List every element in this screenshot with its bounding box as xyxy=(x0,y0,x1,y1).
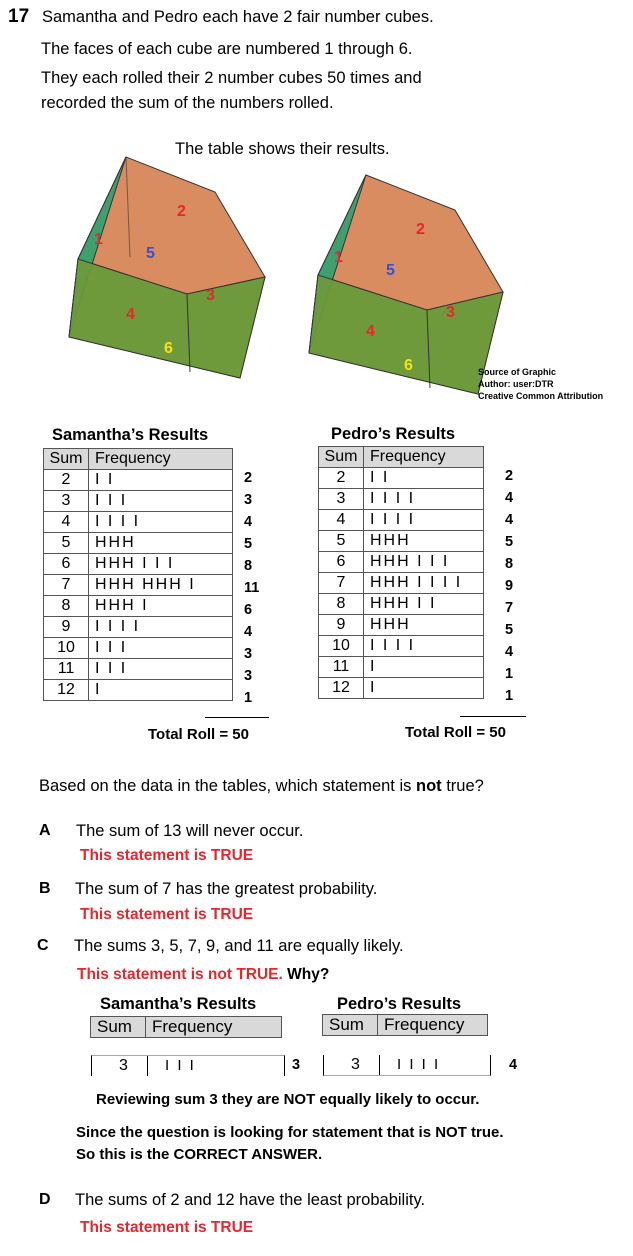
cube-face-label: 4 xyxy=(126,306,135,323)
question-line: recorded the sum of the numbers rolled. xyxy=(41,94,334,112)
answer-letter-d: D xyxy=(39,1191,51,1208)
cube-face-label: 6 xyxy=(404,357,413,374)
column-header-frequency: Frequency xyxy=(89,449,233,470)
cube-face-label: 5 xyxy=(146,245,155,262)
answer-text-a: The sum of 13 will never occur. xyxy=(76,822,304,840)
row-count: 5 xyxy=(244,536,253,552)
column-header-frequency: Frequency xyxy=(378,1015,488,1036)
row-sum: 5 xyxy=(44,533,89,554)
row-tally: HHH I I I xyxy=(364,552,484,573)
table-row xyxy=(44,512,233,533)
row-tally: I I I xyxy=(89,491,233,512)
cube-face-label: 6 xyxy=(164,340,173,357)
explain-correct: So this is the CORRECT ANSWER. xyxy=(76,1146,323,1163)
row-count: 5 xyxy=(505,622,514,638)
row-sum: 4 xyxy=(319,510,364,531)
row-count: 4 xyxy=(244,514,253,530)
table-row xyxy=(44,617,233,638)
row-count: 5 xyxy=(505,534,514,550)
table-row xyxy=(319,636,484,657)
column-header-sum: Sum xyxy=(44,449,89,470)
row-divider xyxy=(379,1055,380,1075)
row-tally: I xyxy=(364,678,484,699)
row-count: 4 xyxy=(505,490,514,506)
row-count: 4 xyxy=(509,1057,518,1073)
answer-letter-c: C xyxy=(37,937,49,954)
pedro-table-title: Pedro’s Results xyxy=(331,425,456,443)
answer-verdict-d: This statement is TRUE xyxy=(80,1219,254,1236)
row-tally: I I I xyxy=(89,659,233,680)
row-sum: 3 xyxy=(119,1057,128,1074)
question-line: The faces of each cube are numbered 1 through 6. xyxy=(41,40,413,58)
row-count: 4 xyxy=(505,644,514,660)
image-credit-line: Creative Common Attribution xyxy=(478,391,604,401)
table-row xyxy=(319,489,484,510)
prompt-text xyxy=(39,777,484,796)
answer-letter-b: B xyxy=(39,880,51,897)
table-row xyxy=(44,638,233,659)
explain-samantha-header xyxy=(90,1016,282,1038)
column-header-sum: Sum xyxy=(323,1015,378,1036)
explain-review: Reviewing sum 3 they are NOT equally likely to occur. xyxy=(96,1091,480,1108)
column-header-frequency: Frequency xyxy=(364,447,484,468)
cube-face-label: 5 xyxy=(386,262,395,279)
row-tally: HHH xyxy=(89,533,233,554)
explain-pedro-header xyxy=(322,1014,488,1036)
row-tally: I I I I xyxy=(364,510,484,531)
cube-face-label: 1 xyxy=(94,231,103,248)
row-sum: 3 xyxy=(44,491,89,512)
cube-face-label: 2 xyxy=(416,221,425,238)
row-count: 8 xyxy=(244,558,253,574)
explain-since: Since the question is looking for statement that is NOT true. xyxy=(76,1124,504,1141)
row-sum: 3 xyxy=(351,1056,360,1073)
samantha-total: Total Roll = 50 xyxy=(148,726,249,743)
table-row xyxy=(44,554,233,575)
row-tally: I I I xyxy=(165,1057,196,1074)
row-count: 4 xyxy=(244,624,253,640)
image-credit-line: Author: user:DTR xyxy=(478,379,554,389)
answer-letter-a: A xyxy=(39,822,51,839)
row-tally: I I I I xyxy=(397,1056,441,1073)
row-sum: 10 xyxy=(44,638,89,659)
total-divider xyxy=(205,717,269,718)
row-tally: I I I I xyxy=(89,617,233,638)
table-row xyxy=(319,573,484,594)
row-count: 2 xyxy=(244,470,253,486)
number-cube-image xyxy=(60,152,275,382)
table-row xyxy=(319,657,484,678)
explain-samantha-row xyxy=(91,1055,285,1076)
cube-face-label: 1 xyxy=(334,249,343,266)
row-sum: 11 xyxy=(44,659,89,680)
row-tally: HHH HHH I xyxy=(89,575,233,596)
row-tally: I I I I xyxy=(364,489,484,510)
row-tally: I xyxy=(364,657,484,678)
row-sum: 8 xyxy=(44,596,89,617)
row-count: 3 xyxy=(244,668,253,684)
why-text: Why? xyxy=(287,966,330,983)
samantha-results-table xyxy=(43,448,233,701)
number-cube-image xyxy=(300,172,510,397)
table-row xyxy=(319,552,484,573)
row-sum: 6 xyxy=(44,554,89,575)
prompt-after: true? xyxy=(441,777,484,795)
table-row xyxy=(44,659,233,680)
column-header-sum: Sum xyxy=(91,1017,146,1038)
row-sum: 7 xyxy=(319,573,364,594)
row-tally: HHH I I I xyxy=(89,554,233,575)
verdict-text: This statement is not TRUE. xyxy=(77,966,283,983)
row-sum: 6 xyxy=(319,552,364,573)
row-tally: HHH I xyxy=(89,596,233,617)
row-sum: 11 xyxy=(319,657,364,678)
table-header-row xyxy=(44,449,233,470)
table-row xyxy=(44,470,233,491)
row-tally: HHH xyxy=(364,615,484,636)
row-count: 3 xyxy=(292,1057,301,1073)
answer-verdict-b: This statement is TRUE xyxy=(80,906,254,923)
answer-text-d: The sums of 2 and 12 have the least probability. xyxy=(75,1191,426,1209)
row-tally: I I I xyxy=(89,638,233,659)
row-sum: 5 xyxy=(319,531,364,552)
pedro-results-table xyxy=(318,446,484,699)
explain-pedro-title: Pedro’s Results xyxy=(337,995,462,1013)
samantha-table-title: Samantha’s Results xyxy=(52,426,209,444)
table-row xyxy=(44,533,233,554)
table-row xyxy=(44,491,233,512)
column-header-sum: Sum xyxy=(319,447,364,468)
row-tally: I xyxy=(89,680,233,701)
column-header-frequency: Frequency xyxy=(146,1017,282,1038)
row-sum: 12 xyxy=(44,680,89,701)
row-tally: I I xyxy=(89,470,233,491)
row-sum: 9 xyxy=(319,615,364,636)
row-sum: 4 xyxy=(44,512,89,533)
table-row xyxy=(319,510,484,531)
question-line: They each rolled their 2 number cubes 50 times and xyxy=(41,69,422,87)
row-count: 11 xyxy=(244,580,260,596)
row-tally: HHH xyxy=(364,531,484,552)
row-tally: I I I I xyxy=(89,512,233,533)
table-row xyxy=(319,678,484,699)
table-row xyxy=(319,468,484,489)
table-row xyxy=(44,680,233,701)
row-sum: 3 xyxy=(319,489,364,510)
answer-verdict-c xyxy=(77,966,329,984)
table-row xyxy=(44,575,233,596)
question-line: The table shows their results. xyxy=(175,140,390,158)
row-tally: I I I I xyxy=(364,636,484,657)
prompt-emphasis: not xyxy=(415,777,442,795)
image-credit xyxy=(478,366,603,402)
table-row xyxy=(319,531,484,552)
row-count: 3 xyxy=(244,492,253,508)
answer-text-b: The sum of 7 has the greatest probability. xyxy=(75,880,378,898)
explain-pedro-row xyxy=(323,1055,491,1076)
table-row xyxy=(44,596,233,617)
row-sum: 9 xyxy=(44,617,89,638)
row-divider xyxy=(147,1056,148,1076)
answer-verdict-a: This statement is TRUE xyxy=(80,847,254,864)
row-sum: 2 xyxy=(319,468,364,489)
cube-face-label: 2 xyxy=(177,203,186,220)
row-count: 9 xyxy=(505,578,514,594)
question-number: 17 xyxy=(8,6,30,27)
pedro-total: Total Roll = 50 xyxy=(405,724,506,741)
row-sum: 12 xyxy=(319,678,364,699)
row-count: 2 xyxy=(505,468,514,484)
image-credit-line: Source of Graphic xyxy=(478,367,557,377)
row-tally: I I xyxy=(364,468,484,489)
row-sum: 7 xyxy=(44,575,89,596)
cube-face-label: 4 xyxy=(366,323,375,340)
row-sum: 10 xyxy=(319,636,364,657)
explain-samantha-title: Samantha’s Results xyxy=(100,995,257,1013)
question-line: Samantha and Pedro each have 2 fair number cubes. xyxy=(42,8,434,26)
table-row xyxy=(319,615,484,636)
row-count: 6 xyxy=(244,602,253,618)
total-divider xyxy=(460,716,526,717)
row-tally: HHH I I xyxy=(364,594,484,615)
row-count: 1 xyxy=(505,688,514,704)
row-tally: HHH I I I I xyxy=(364,573,484,594)
row-count: 4 xyxy=(505,512,514,528)
row-count: 1 xyxy=(505,666,514,682)
row-count: 7 xyxy=(505,600,514,616)
row-count: 8 xyxy=(505,556,514,572)
prompt-before: Based on the data in the tables, which statement is xyxy=(39,777,416,795)
table-row xyxy=(319,594,484,615)
row-sum: 8 xyxy=(319,594,364,615)
cube-face-label: 3 xyxy=(206,287,215,304)
cube-face-label: 3 xyxy=(446,304,455,321)
row-sum: 2 xyxy=(44,470,89,491)
row-count: 1 xyxy=(244,690,253,706)
row-count: 3 xyxy=(244,646,253,662)
answer-text-c: The sums 3, 5, 7, 9, and 11 are equally likely. xyxy=(74,937,404,955)
table-header-row xyxy=(319,447,484,468)
